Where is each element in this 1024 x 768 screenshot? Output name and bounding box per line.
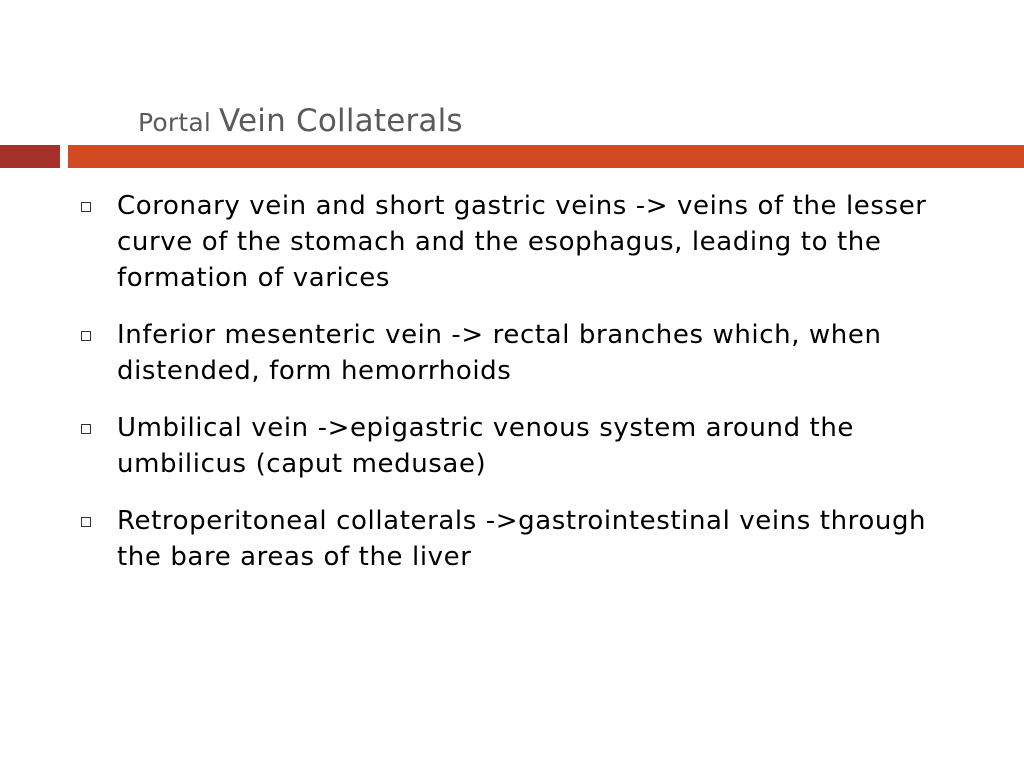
bullet-item — [80, 188, 970, 296]
bullet-text: Inferior mesenteric vein -> rectal branches which, when distended, form hemorrhoids — [117, 320, 882, 386]
title-vein-collaterals: Vein Collaterals — [219, 103, 463, 139]
bullet-text: Umbilical vein ->epigastric venous system around the umbilicus (caput medusae) — [117, 413, 855, 479]
accent-bar-right — [68, 145, 1024, 168]
accent-bar-left — [0, 145, 60, 168]
bullet-item — [80, 503, 970, 575]
square-bullet-icon — [81, 331, 91, 341]
bullet-item — [80, 410, 970, 482]
square-bullet-icon — [81, 424, 91, 434]
slide-title — [138, 103, 463, 139]
bullet-list — [80, 188, 970, 596]
square-bullet-icon — [81, 517, 91, 527]
square-bullet-icon — [81, 202, 91, 212]
bullet-item — [80, 317, 970, 389]
title-word-portal: Portal — [138, 108, 212, 137]
bullet-text: Retroperitoneal collaterals ->gastrointestinal veins through the bare areas of the liver — [117, 506, 927, 572]
bullet-text: Coronary vein and short gastric veins -> veins of the lesser curve of the stomach and the esophagus, leading to the formation of varices — [117, 191, 927, 293]
